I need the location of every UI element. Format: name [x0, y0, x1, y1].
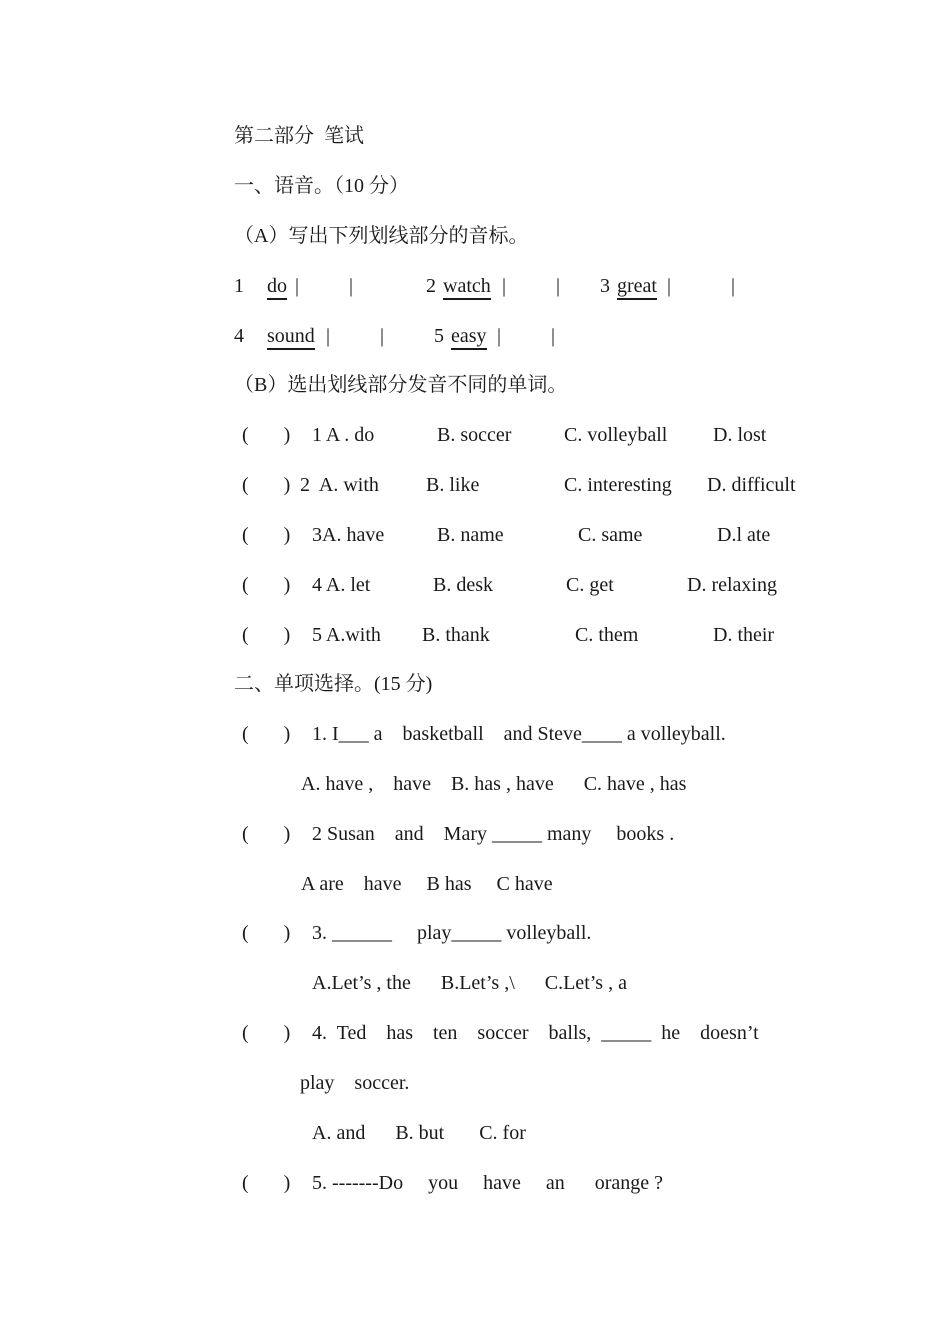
option-d: D. relaxing — [687, 574, 777, 596]
section-title: 第二部分 笔试 — [234, 125, 364, 147]
option-b: B. soccer — [437, 424, 512, 446]
answer-blank: | | — [497, 325, 556, 347]
question-options: A.Let’s , the B.Let’s ,\ C.Let’s , a — [312, 972, 627, 994]
question-stem: 2 Susan and Mary _____ many books . — [312, 823, 675, 845]
answer-paren: ( ) — [242, 624, 291, 646]
option-d: D. lost — [713, 424, 767, 446]
part-b-row — [234, 620, 814, 650]
question-stem: 4. Ted has ten soccer balls, _____ he doesn’t — [312, 1022, 759, 1044]
choice-heading: 二、单项选择。(15 分) — [234, 673, 433, 695]
option-b: B. desk — [433, 574, 493, 596]
part-b-row — [234, 520, 814, 550]
option-c: C. them — [575, 624, 639, 646]
option-a: 4 A. let — [312, 574, 371, 596]
phonetic-word: sound — [267, 321, 315, 351]
phonetic-word: great — [617, 271, 657, 301]
option-a: 5 A.with — [312, 624, 381, 646]
part-a-heading: （A）写出下列划线部分的音标。 — [234, 225, 529, 247]
option-b: B. name — [437, 524, 504, 546]
answer-blank: | | — [326, 325, 385, 347]
answer-blank: | | — [667, 275, 736, 297]
part-b-heading: （B）选出划线部分发音不同的单词。 — [234, 374, 568, 396]
option-a: 2 A. with — [300, 474, 379, 496]
phonetic-word: watch — [443, 271, 491, 301]
question-options: A. and B. but C. for — [312, 1122, 526, 1144]
question-row — [234, 1018, 814, 1048]
question-stem: 1. I___ a basketball and Steve____ a volleyball. — [312, 723, 726, 745]
option-c: C. same — [578, 524, 643, 546]
part-b-row — [234, 470, 814, 500]
item-number: 1 — [234, 275, 244, 297]
phonetic-word: do — [267, 271, 287, 301]
answer-paren: ( ) — [242, 723, 291, 745]
answer-paren: ( ) — [242, 524, 291, 546]
option-a: 1 A . do — [312, 424, 375, 446]
option-c: C. volleyball — [564, 424, 668, 446]
item-number: 2 — [426, 275, 436, 297]
answer-paren: ( ) — [242, 1172, 291, 1194]
part-a-row — [234, 321, 794, 351]
option-d: D. difficult — [707, 474, 796, 496]
option-a: 3A. have — [312, 524, 385, 546]
item-number: 4 — [234, 325, 244, 347]
question-row — [234, 918, 814, 948]
part-b-row — [234, 570, 814, 600]
answer-paren: ( ) — [242, 424, 291, 446]
answer-paren: ( ) — [242, 922, 291, 944]
question-stem-continued: play soccer. — [300, 1072, 410, 1094]
answer-blank: | | — [502, 275, 561, 297]
question-stem: 3. ______ play_____ volleyball. — [312, 922, 592, 944]
answer-paren: ( ) — [242, 1022, 291, 1044]
question-options: A. have , have B. has , have C. have , has — [301, 773, 687, 795]
option-b: B. thank — [422, 624, 490, 646]
answer-paren: ( ) — [242, 823, 291, 845]
option-b: B. like — [426, 474, 480, 496]
question-options: A are have B has C have — [301, 873, 553, 895]
option-c: C. interesting — [564, 474, 672, 496]
item-number: 5 — [434, 325, 444, 347]
phonetics-heading: 一、语音。（10 分） — [234, 175, 409, 197]
item-number: 3 — [600, 275, 610, 297]
answer-paren: ( ) — [242, 474, 291, 496]
question-row — [234, 719, 814, 749]
answer-blank: | | — [295, 275, 354, 297]
part-b-row — [234, 420, 814, 450]
part-a-row — [234, 271, 794, 301]
question-row — [234, 819, 814, 849]
question-stem: 5. -------Do you have an orange ? — [312, 1172, 663, 1194]
option-d: D. their — [713, 624, 775, 646]
answer-paren: ( ) — [242, 574, 291, 596]
option-d: D.l ate — [717, 524, 771, 546]
option-c: C. get — [566, 574, 614, 596]
question-row — [234, 1168, 814, 1198]
phonetic-word: easy — [451, 321, 487, 351]
